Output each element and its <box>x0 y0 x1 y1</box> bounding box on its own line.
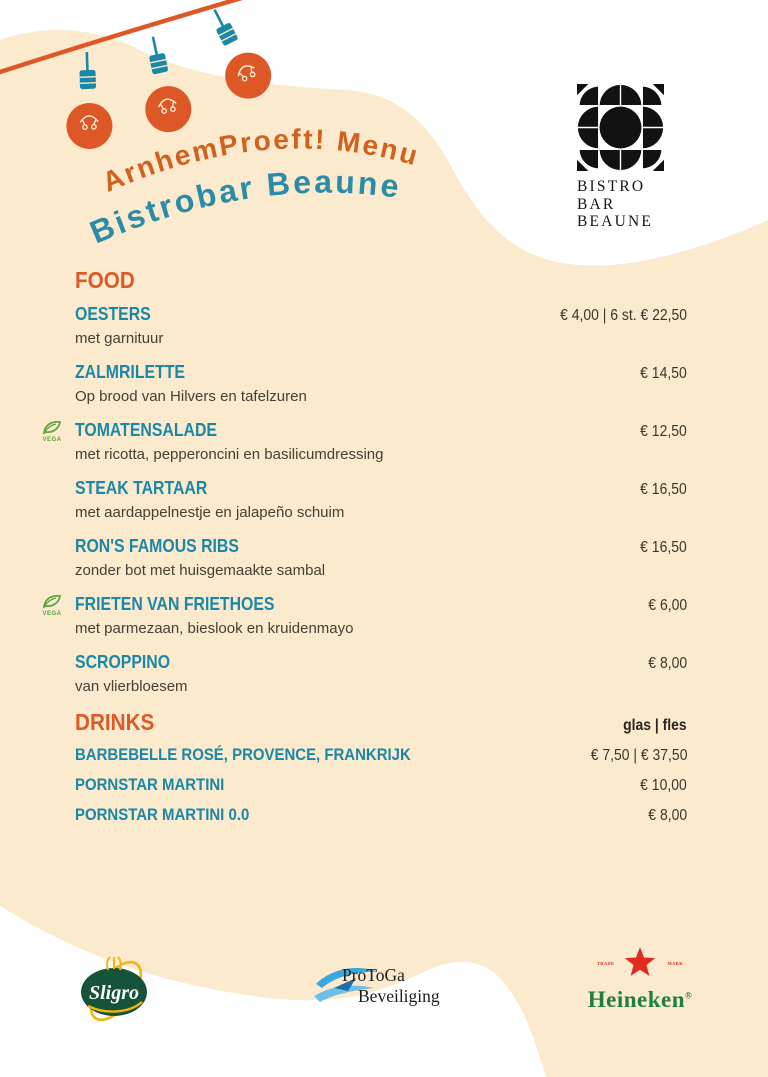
protoga-wordmark-line1: ProToGa <box>342 965 405 985</box>
menu-item <box>42 594 687 638</box>
menu-item <box>75 304 687 348</box>
sponsor-protoga-logo <box>312 952 472 1016</box>
item-name: PORNSTAR MARTINI <box>75 775 225 794</box>
drink-item <box>75 805 687 826</box>
drink-item <box>75 775 687 796</box>
item-price: € 12,50 <box>640 423 687 440</box>
item-name: STEAK TARTAAR <box>75 478 208 498</box>
protoga-wordmark-line2: Beveiliging <box>358 986 440 1006</box>
page-title-line2: Bistrobar Beaune <box>84 163 404 251</box>
item-name: FRIETEN VAN FRIETHOES <box>75 594 275 614</box>
heineken-wordmark: Heineken <box>587 987 686 1012</box>
light-bulb-3 <box>194 0 279 107</box>
brand-word-beaune: BEAUNE <box>577 213 654 230</box>
brand-logo <box>577 84 687 231</box>
brand-word-bar: BAR <box>577 195 616 213</box>
drink-item <box>75 745 687 766</box>
vega-label: VEGA <box>42 437 62 443</box>
menu-item <box>75 536 687 580</box>
item-description: met ricotta, pepperoncini en basilicumdressing <box>75 446 384 463</box>
brand-word-bistro: BISTRO <box>577 178 646 195</box>
price-column-header: glas | fles <box>623 717 687 734</box>
brand-logo-text <box>577 178 687 231</box>
heineken-trade-text: TRADE <box>597 961 615 966</box>
brand-logo-mark <box>577 84 664 171</box>
item-price: € 6,00 <box>648 597 687 614</box>
sponsor-heineken-logo <box>575 945 705 1013</box>
item-description: van vlierbloesem <box>75 678 188 695</box>
item-name: ZALMRILETTE <box>75 362 185 382</box>
light-bulb-1 <box>64 51 113 150</box>
item-name: PORNSTAR MARTINI 0.0 <box>75 805 250 824</box>
item-name: BARBEBELLE ROSÉ, PROVENCE, FRANKRIJK <box>75 745 411 764</box>
item-price: € 16,50 <box>640 539 687 556</box>
item-price: € 4,00 | 6 st. € 22,50 <box>560 307 687 324</box>
menu-item <box>42 420 687 464</box>
item-description: met parmezaan, bieslook en kruidenmayo <box>75 620 354 637</box>
menu-item <box>75 652 687 696</box>
item-description: met aardappelnestje en jalapeño schuim <box>75 504 345 521</box>
item-name: OESTERS <box>75 304 151 324</box>
vega-label: VEGA <box>42 611 62 617</box>
sligro-wordmark: Sligro <box>88 982 140 1004</box>
vega-leaf-icon <box>40 593 64 611</box>
item-name: SCROPPINO <box>75 652 171 672</box>
item-price: € 14,50 <box>640 365 687 382</box>
item-price: € 16,50 <box>640 481 687 498</box>
vega-badge <box>37 419 67 443</box>
menu-body <box>42 267 687 835</box>
item-price: € 8,00 <box>648 655 687 672</box>
light-bulb-2 <box>130 32 195 136</box>
page-title-line1: ArnhemProeft! Menu <box>97 123 423 198</box>
item-price: € 7,50 | € 37,50 <box>590 747 687 764</box>
menu-item <box>75 478 687 522</box>
item-price: € 8,00 <box>648 807 687 824</box>
heineken-mark-text: MARK <box>667 961 683 966</box>
vega-leaf-icon <box>40 419 64 437</box>
registered-trademark-symbol: ® <box>685 990 693 1001</box>
menu-item <box>75 362 687 406</box>
heineken-star-icon <box>622 945 658 983</box>
item-name: RON'S FAMOUS RIBS <box>75 536 239 556</box>
item-name: TOMATENSALADE <box>75 420 217 440</box>
food-heading: FOOD <box>75 267 135 293</box>
item-price: € 10,00 <box>640 777 687 794</box>
item-description: Op brood van Hilvers en tafelzuren <box>75 388 307 405</box>
item-description: zonder bot met huisgemaakte sambal <box>75 562 326 579</box>
drinks-heading: DRINKS <box>75 709 155 735</box>
sponsor-sligro-logo <box>66 955 162 1029</box>
item-description: met garnituur <box>75 330 164 347</box>
vega-badge <box>37 593 67 617</box>
